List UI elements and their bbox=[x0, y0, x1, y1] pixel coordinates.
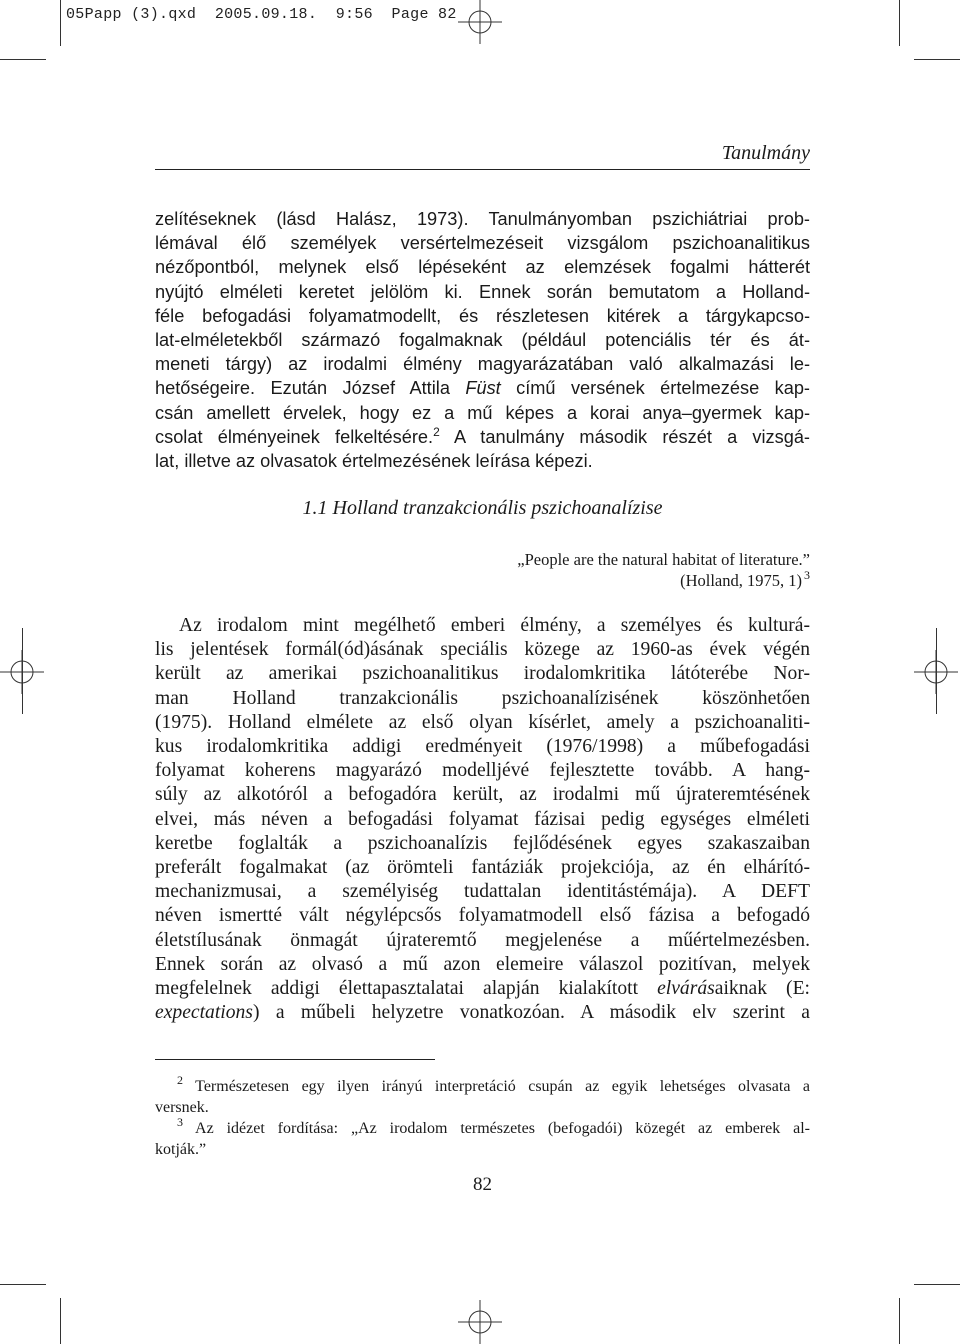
text-run: megfelelnek addigi élettapasztalatai alapján kialakított bbox=[155, 978, 658, 1000]
italic-term: expectations bbox=[155, 1002, 253, 1024]
header-rule bbox=[155, 169, 810, 170]
footnote-number: 2 bbox=[177, 1073, 183, 1087]
text-line: Ennek során az olvasó a mű azon elemeire válaszol pozitívan, melyek bbox=[155, 953, 810, 975]
epigraph bbox=[517, 549, 810, 591]
italic-term: elvárás bbox=[657, 978, 715, 1000]
text-line: (1975). Holland elmélete az első olyan kísérlet, amely a pszichoanaliti- bbox=[155, 711, 810, 733]
footnote-text: Az idézet fordítása: „Az irodalom természetes (befogadói) közegét az emberek al- bbox=[183, 1120, 810, 1137]
footnote-line: kotják.” bbox=[155, 1141, 207, 1158]
footnote-3 bbox=[155, 1115, 810, 1160]
text-run: hetőségeire. Ezután József Attila bbox=[155, 378, 466, 399]
body-paragraph bbox=[155, 614, 810, 1025]
text-line: keretbe foglalták a pszichoanalízis fejlődésének egyes szakaszaiban bbox=[155, 832, 810, 854]
text-line: lat, illetve az olvasatok értelmezésének leírása képezi. bbox=[155, 451, 593, 472]
text-line: nyújtó elméleti keretet jelölöm ki. Ennek során bemutatom a Holland- bbox=[155, 281, 810, 302]
crop-mark bbox=[914, 1284, 960, 1285]
running-head: Tanulmány bbox=[721, 142, 810, 164]
epigraph-text: „People are the natural habitat of literature.” bbox=[517, 550, 810, 569]
crop-mark bbox=[914, 59, 960, 60]
registration-mark-top bbox=[458, 0, 502, 44]
text-line: meneti tárgy) az irodalmi élmény magyarázatában való alkalmazási le- bbox=[155, 354, 810, 375]
text-line: lémával élő személyek versértelmezéseit vizsgálom pszichoanalitikus bbox=[155, 233, 810, 254]
section-heading: 1.1 Holland tranzakcionális pszichoanalízise bbox=[302, 497, 663, 519]
text-line: életstílusának önmagát újrateremtő megjelenése a műértelmezésben. bbox=[155, 929, 810, 951]
text-line: elvei, más néven a befogadási folyamat fázisai pedig egységes elméleti bbox=[155, 808, 810, 830]
text-line: mechanizmusai, a személyiség tudattalan identitástémája). A DEFT bbox=[155, 881, 810, 903]
text-line bbox=[155, 376, 810, 400]
poem-title: Füst bbox=[465, 378, 501, 399]
text-line: csán amellett érvelek, hogy ez a mű képes a korai anya–gyermek kap- bbox=[155, 402, 810, 423]
text-run: csolat élményeinek felkeltésére. bbox=[155, 426, 434, 447]
epigraph-citation: (Holland, 1975, 1) bbox=[680, 571, 802, 590]
text-line: zelítéseknek (lásd Halász, 1973). Tanulmányomban pszichiátriai prob- bbox=[155, 209, 810, 229]
text-line: néven ismertté vált négylépcsős folyamatmodell első fázisa a befogadó bbox=[155, 905, 810, 927]
text-run: ) a műbeli helyzetre vonatkozóan. A második elv szerint a bbox=[252, 1002, 810, 1024]
crop-mark bbox=[0, 59, 46, 60]
footnote-text: Természetesen egy ilyen irányú interpretáció csupán az egyik lehetséges olvasata a bbox=[183, 1078, 810, 1095]
text-line: preferált fogalmakat (az örömteli fantáziák projekciója, az én elhárító- bbox=[155, 857, 810, 879]
text-line: került az amerikai pszichoanalitikus irodalomkritika látóterébe Nor- bbox=[155, 663, 810, 685]
text-line bbox=[155, 1001, 810, 1025]
text-run: című versének értelmezése kap- bbox=[500, 378, 810, 399]
text-line: nézőpontból, melynek első lépéseként az elemzések fogalmi hátterét bbox=[155, 257, 810, 278]
crop-mark bbox=[60, 1298, 61, 1344]
footnote-line bbox=[155, 1073, 810, 1097]
text-run: A tanulmány második részét a vizsgá- bbox=[439, 426, 810, 447]
page-number: 82 bbox=[473, 1174, 492, 1195]
crop-mark bbox=[899, 1298, 900, 1344]
text-line: folyamat koherens magyarázó modelljévé fejlesztette tovább. A hang- bbox=[155, 760, 810, 782]
crop-mark bbox=[899, 0, 900, 46]
print-slug: 05Papp (3).qxd 2005.09.18. 9:56 Page 82 bbox=[66, 6, 457, 23]
crop-mark bbox=[936, 628, 937, 714]
crop-mark bbox=[0, 1284, 46, 1285]
footnote-rule bbox=[155, 1059, 435, 1060]
text-line: man Holland tranzakcionális pszichoanalízisének köszönhetően bbox=[155, 687, 810, 709]
intro-paragraph bbox=[155, 207, 810, 473]
footnote-2 bbox=[155, 1073, 810, 1118]
text-line: lis jelentések formál(ód)ásának speciális közege az 1960-as évek végén bbox=[155, 639, 810, 661]
text-line: féle befogadási folyamatmodellt, és részletesen kitérek a tárgykapcso- bbox=[155, 305, 810, 326]
footnote-line bbox=[155, 1115, 810, 1139]
footnote-ref: 3 bbox=[804, 568, 810, 582]
crop-mark bbox=[60, 0, 61, 46]
text-line: lat-elméletekből származó fogalmaknak (például potenciális tér és át- bbox=[155, 330, 810, 351]
text-line: kus irodalomkritika addigi eredményeit (1976/1998) a műbefogadási bbox=[155, 736, 810, 758]
footnote-number: 3 bbox=[177, 1115, 183, 1129]
epigraph-source bbox=[517, 570, 810, 591]
text-run: aiknak (E: bbox=[714, 978, 810, 1000]
crop-mark bbox=[22, 628, 23, 714]
registration-mark-bottom bbox=[458, 1300, 502, 1344]
footnote-ref: 2 bbox=[433, 424, 440, 439]
footnote-line: versnek. bbox=[155, 1099, 209, 1116]
text-line: Az irodalom mint megélhető emberi élmény, a személyes és kulturá- bbox=[179, 615, 810, 636]
text-line bbox=[155, 977, 810, 1001]
text-line bbox=[155, 425, 810, 449]
text-line: súly az alkotóról a befogadóra került, az irodalmi mű újrateremtésének bbox=[155, 784, 810, 806]
